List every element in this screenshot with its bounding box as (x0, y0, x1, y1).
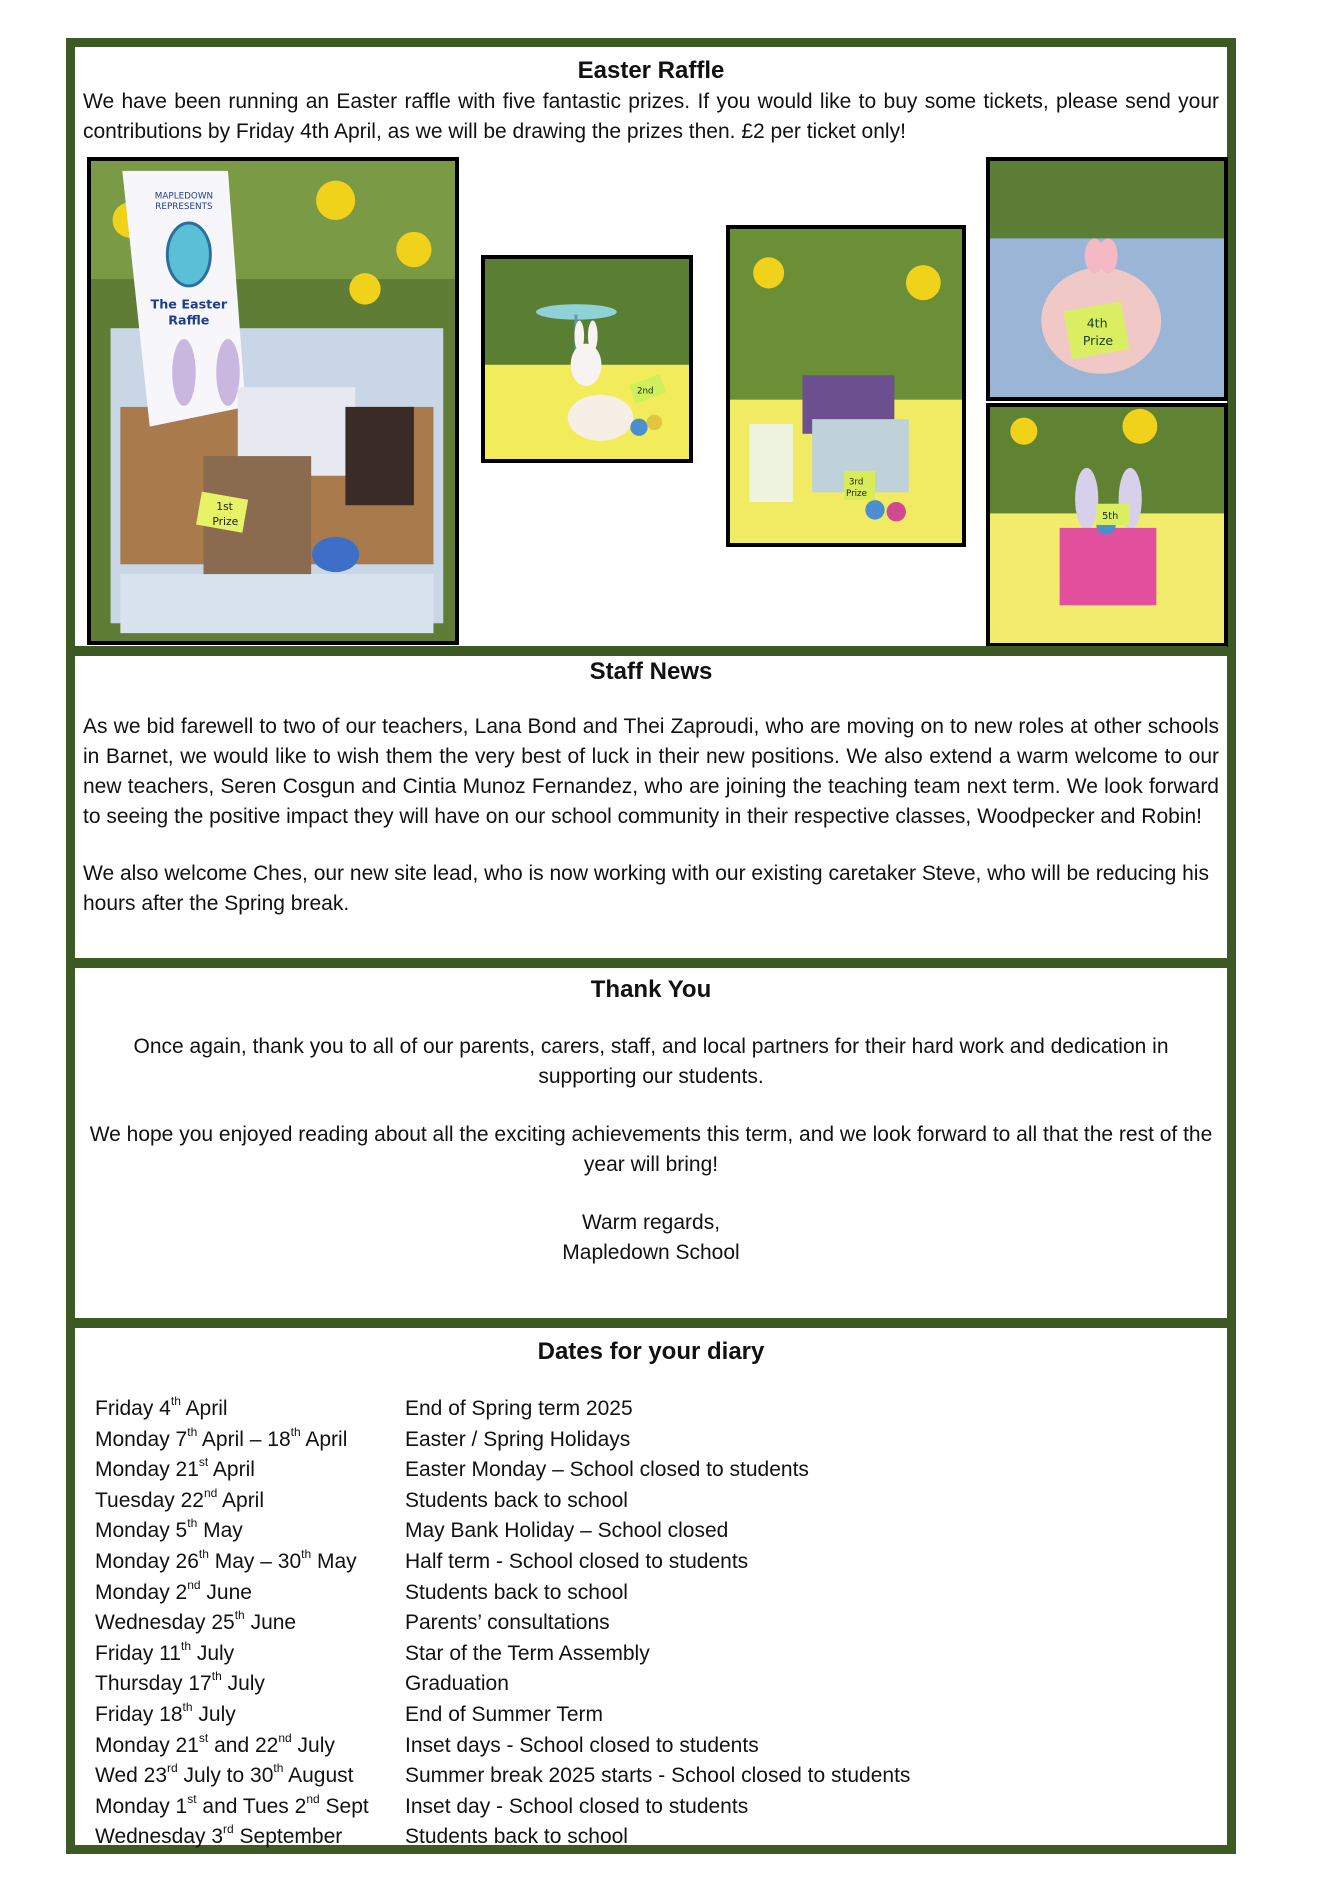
diary-row (95, 1547, 910, 1578)
section-divider (75, 646, 1227, 656)
diary-event: Students back to school (405, 1488, 628, 1512)
staff-news-title: Staff News (589, 658, 713, 685)
diary-row (95, 1394, 910, 1425)
diary-row (95, 1639, 910, 1670)
raffle-photo-second-prize (481, 255, 693, 463)
staff-news-section (75, 656, 1227, 954)
diary-title: Dates for your diary (537, 1338, 765, 1365)
diary-row (95, 1669, 910, 1700)
diary-date: Thursday 17th July (95, 1669, 265, 1696)
diary-row (95, 1700, 910, 1731)
diary-list (95, 1394, 910, 1853)
diary-date: Monday 21st April (95, 1455, 255, 1482)
diary-date: Friday 11th July (95, 1638, 235, 1665)
diary-date: Wed 23rd July to 30th August (95, 1761, 354, 1788)
staff-news-paragraph-2: We also welcome Ches, our new site lead, who is now working with our existing caretaker Steve, who will be reducing his hours after the Spring break. (83, 862, 1209, 915)
diary-date: Monday 21st and 22nd July (95, 1730, 335, 1757)
thank-you-section (75, 968, 1227, 1314)
third-prize-tag1: 3rd (848, 477, 864, 488)
diary-event: Inset days - School closed to students (405, 1733, 759, 1757)
thank-you-signoff-2: Mapledown School (562, 1241, 740, 1264)
easter-raffle-section (75, 47, 1227, 651)
diary-event: Students back to school (405, 1580, 628, 1604)
poster-line1: MAPLEDOWN (154, 191, 214, 202)
first-prize-tag1: 1st (216, 500, 233, 514)
thank-you-paragraph-2: We hope you enjoyed reading about all the exciting achievements this term, and we look forward to all that the rest of the year will bring! (89, 1123, 1213, 1176)
diary-date: Friday 4th April (95, 1394, 228, 1420)
diary-event: Graduation (405, 1672, 509, 1696)
second-prize-tag: 2nd (637, 386, 654, 397)
section-divider (75, 958, 1227, 968)
diary-event: End of Summer Term (405, 1702, 604, 1726)
diary-event: Summer break 2025 starts - School closed to students (405, 1764, 911, 1788)
diary-section (75, 1328, 1227, 1848)
poster-title2: Raffle (168, 313, 210, 329)
diary-event: Easter Monday – School closed to students (405, 1458, 809, 1482)
diary-row (95, 1516, 910, 1547)
staff-news-paragraph-1: As we bid farewell to two of our teachers, Lana Bond and Thei Zaproudi, who are moving on to new roles at other schools in Barnet, we would like to wish them the very best of luck in their new positions. We also extend a warm welcome to our new teachers, Seren Cosgun and Cintia Munoz Fernandez, who are joining the teaching team next term. We look forward to seeing the positive impact they will have on our school community in their respective classes, Woodpecker and Robin! (83, 715, 1219, 828)
raffle-photo-third-prize (726, 225, 966, 547)
fourth-prize-tag1: 4th (1086, 315, 1108, 331)
section-divider (75, 1318, 1227, 1328)
diary-date: Monday 5th May (95, 1516, 243, 1543)
fifth-prize-tag: 5th (1102, 511, 1119, 523)
fourth-prize-tag2: Prize (1082, 332, 1114, 348)
diary-date: Wednesday 25th June (95, 1608, 297, 1635)
raffle-photo-fifth-prize (986, 403, 1228, 647)
third-prize-tag2: Prize (846, 489, 867, 500)
thank-you-signoff-1: Warm regards, (581, 1211, 721, 1234)
poster-line2: REPRESENTS (155, 202, 213, 213)
thank-you-title: Thank You (590, 976, 712, 1003)
diary-row (95, 1731, 910, 1762)
diary-event: Students back to school (405, 1825, 628, 1849)
diary-date: Friday 18th July (95, 1699, 236, 1726)
diary-date: Wednesday 3rd September (95, 1822, 343, 1849)
diary-row (95, 1608, 910, 1639)
newsletter-page (66, 38, 1236, 1854)
thank-you-paragraph-1: Once again, thank you to all of our parents, carers, staff, and local partners for their hard work and dedication in supporting our students. (133, 1035, 1169, 1088)
diary-date: Monday 26th May – 30th May (95, 1546, 357, 1573)
diary-row (95, 1822, 910, 1853)
diary-date: Monday 1st and Tues 2nd Sept (95, 1791, 369, 1818)
diary-row (95, 1425, 910, 1456)
raffle-photo-first-prize (87, 157, 459, 645)
diary-row (95, 1761, 910, 1792)
diary-date: Tuesday 22nd April (95, 1485, 265, 1512)
diary-event: Star of the Term Assembly (405, 1641, 650, 1665)
diary-row (95, 1578, 910, 1609)
raffle-photo-fourth-prize (986, 157, 1228, 401)
first-prize-tag2: Prize (212, 514, 239, 528)
diary-event: Half term - School closed to students (405, 1549, 749, 1573)
poster-title1: The Easter (150, 297, 228, 313)
diary-event: May Bank Holiday – School closed (405, 1519, 729, 1543)
diary-row (95, 1455, 910, 1486)
diary-row (95, 1486, 910, 1517)
diary-date: Monday 7th April – 18th April (95, 1424, 348, 1451)
easter-raffle-text: We have been running an Easter raffle with five fantastic prizes. If you would like to buy some tickets, please send your contributions by Friday 4th April, as we will be drawing the prizes then. £2 per ticket only! (83, 90, 1219, 143)
diary-event: Inset day - School closed to students (405, 1794, 749, 1818)
easter-raffle-title: Easter Raffle (577, 57, 725, 84)
diary-event: Parents’ consultations (405, 1611, 610, 1635)
diary-row (95, 1792, 910, 1823)
diary-date: Monday 2nd June (95, 1577, 252, 1604)
diary-event: End of Spring term 2025 (405, 1397, 633, 1420)
diary-event: Easter / Spring Holidays (405, 1427, 631, 1451)
